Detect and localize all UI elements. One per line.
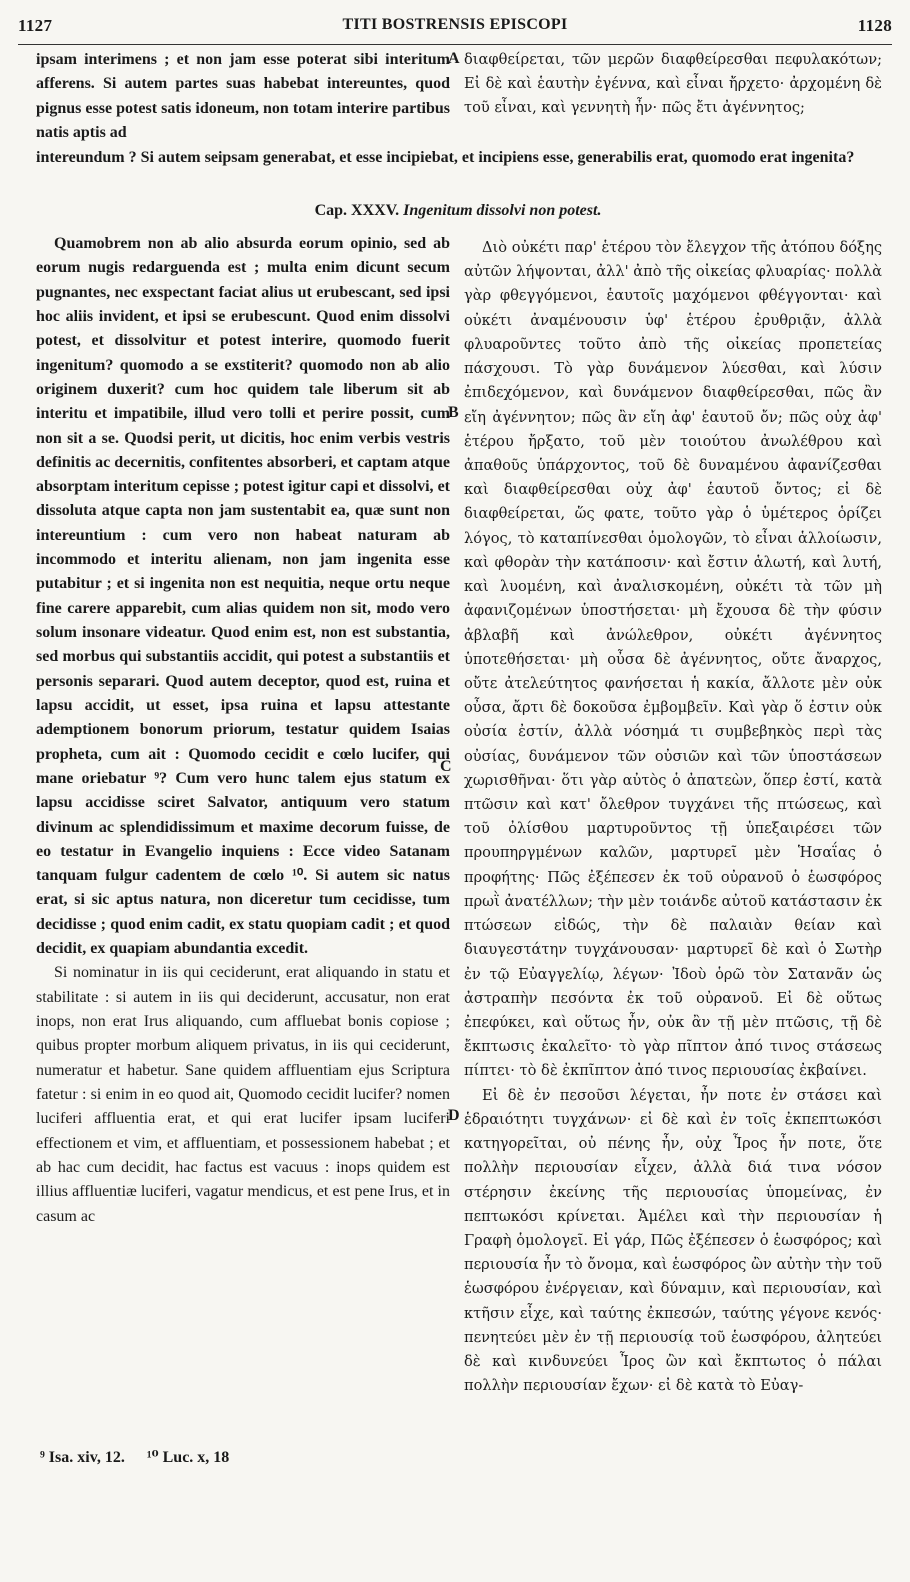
margin-marker-c: C [440, 758, 452, 775]
margin-marker-b: B [448, 404, 459, 421]
latin-column [36, 232, 450, 1229]
chapter-label: Cap. XXXV. [314, 202, 400, 219]
header-rule [18, 44, 892, 45]
latin-column-top [36, 48, 450, 145]
spanning-line [36, 146, 882, 170]
page-header [18, 16, 892, 42]
greek-paragraph-2: Εἰ δὲ ἐν πεσοῦσι λέγεται, ἦν ποτε ἐν στάσει καὶ ἑδραιότητι τυγχάνων· εἰ δὲ καὶ ἐν τοῖς ἐκπεπτωκόσι κατηγορεῖται, οὐ πένης ἦν, οὐχ Ἶρος ἦν ποτε, ὅτε πολλὴν περιουσίαν εἶχεν, ἀλλὰ διά τινα νόσον στέρησιν ἐκείνης τῆς περιουσίας ὑπομείνας, ἐν πεπτωκόσι κρίνεται. Ἀμέλει καὶ τὴν περιουσίαν ἡ Γραφὴ ὁμολογεῖ. Εἰ γάρ, Πῶς ἐξέπεσεν ὁ ἑωσφόρος; καὶ περιουσία ἦν τὸ ὄνομα, καὶ ἑωσφόρος ὢν αὐτὴν τὴν τοῦ ἑωσφόρου ἐνέργειαν, καὶ δύναμιν, καὶ περιουσίαν, καὶ κτῆσιν εἶχε, καὶ ταύτης ἐκπεσών, ταύτης γέγονε κενός· πενητεύει μὲν ἐν τῇ περιουσίᾳ τοῦ ἑωσφόρου, ἀλητεύει δὲ καὶ κινδυνεύει Ἶρος ὢν καὶ ἔκπτωτος ὁ πάλαι πολλὴν περιουσίαν ἔχων· εἰ δὲ κατὰ τὸ Εὐαγ- [464, 1086, 882, 1395]
greek-column [464, 236, 882, 1399]
footnote-10: ¹⁰ Luc. x, 18 [146, 1449, 230, 1466]
spanning-text: intereundum ? Si autem seipsam generabat, et esse incipiebat, et incipiens esse, generabilis erat, quomodo erat ingenita? [36, 149, 855, 166]
latin-paragraph-1: Quamobrem non ab alio absurda eorum opinio, sed ab eorum nugis redarguenda est ; multa enim dicunt secum pugnantes, nec exspectant faciat alius ut erubescant, sed ipsi hoc aliis invident, et ipsi se erubescunt. Quod enim dissolvi potest, et dissolvitur et potest interire, quomodo fuerit ingenitum? quomodo a se exstiterit? quomodo non ab alio originem duxerit? cum hoc quidem tale liberum sit ab interitu et impatibile, illud vero tolli et perire possit, cum non sit a se. Quodsi perit, ut dicitis, hoc enim verbis vestris definitis ac decernitis, confitentes absorberi, et captam atque absorptam interitum cepisse ; potest igitur capi et dissolvi, et dissoluta atque capta non jam sustentabit ea, quæ sunt non intereuntium : cum vero non habeat naturam ab incommodo et interitu alienam, non jam ingenita esse putabitur ; et si ingenita non est nequitia, neque ortu neque fine carere apparebit, cum alias quidem non sit, modo vero solum insonare videatur. Quod enim est, non est substantia, sed morbus qui substantiis accidit, qui potest a substantiis et personis separari. Quod autem deceptor, quod est, ruina et lapsu accidit, ut esset, ipsa ruina et lapsu attestante ademptionem bonorum priorum, testatur quidem Isaias propheta, cum ait : Quomodo cecidit e cœlo lucifer, qui mane oriebatur ⁹? Cum vero hunc talem ejus statum ex lapsu accidisse sciret Salvator, antiquum vero statum divinum ac splendidissimum et maxime decorum fuisse, de eo testatur in Evangelio inquiens : Ecce video Satanam tanquam fulgur cadentem de cœlo ¹⁰. Si autem sic natus erat, si sic aptus natura, non diceretur tum cecidisse, tum decidisse ; quod enim cadit, ex statu quopiam cadit ; et quod decidit, ex quapiam abundantia excedit. [36, 235, 450, 958]
latin-paragraph-2: Si nominatur in iis qui ceciderunt, erat aliquando in statu et stabilitate : si autem in iis qui deciderunt, accusatur, non erat inops, non erat Irus aliquando, cum affluebat bonis copiose ; quibus propter morbum aliquem privatus, in iis qui ceciderunt, numeratur et habetur. Sane quidem affluentiam ejus Scriptura fatetur : si enim in eo quod ait, Quomodo cecidit lucifer? nomen luciferi affluentia erat, et qui erat lucifer ipsam luciferi effectionem et vim, et affluentiam, et possessionem habebat ; et ab hac cum decidit, hac factus est vacuus : inops quidem est illius affluentiæ luciferi, vagatur mendicus, et est pene Irus, et in casum ac [36, 964, 450, 1225]
page-number-left: 1127 [18, 16, 53, 35]
greek-column-top [464, 48, 882, 121]
latin-top-text: ipsam interimens ; et non jam esse poterat sibi interitum afferens. Si autem partes suas habebat intereuntes, quod pignus esse potest satis idoneum, non totam interire partibus natis aptis ad [36, 51, 450, 141]
greek-paragraph-1: Διὸ οὐκέτι παρ' ἑτέρου τὸν ἔλεγχον τῆς ἀτόπου δόξης αὐτῶν λήψονται, ἀλλ' ἀπὸ τῆς οἰκείας φλυαρίας· πολλὰ γὰρ φθεγγόμενοι, ἑαυτοῖς μαχόμενοι φθέγγονται· καὶ οὐκέτι ἀναμένουσιν ὑφ' ἑτέρου ἐρυθριᾷν, ἀλλὰ φλυαροῦντες τοῦτο ἀπὸ τῆς οἰκείας προπετείας πάσχουσι. Τὸ γὰρ δυνάμενον λύεσθαι, καὶ λύσιν ἐπιδεχόμενον, καὶ δυνάμενον διαφθείρεσθαι, πῶς ἂν εἴη ἀγέννητον; πῶς ἂν εἴη ἀφ' ἑαυτοῦ ὄν; πῶς οὐχ ἀφ' ἑτέρου ἤρξατο, τοῦ μὲν τοιούτου ἀνωλέθρου καὶ ἀπαθοῦς ὑπάρχοντος, τοῦ δὲ δυναμένου ἀφανίζεσθαι καὶ διαφθείρεσθαι οὐχ ἀφ' ἑαυτοῦ ὄντος; εἰ δὲ διαφθείρεται, ὥς φατε, τοῦτο γὰρ ὁ ὑμέτερος ὁρίζει λόγος, τὸ καταπίνεσθαι ὁμολογῶν, τὸ εἶναι ἁλλοίωσιν, καὶ φθορὰν τὴν κατάποσιν· καὶ ἔστιν ἁλωτή, καὶ λυτή, καὶ λυομένη, καὶ ἀναλισκομένη, οὐκέτι τὰ τῶν μὴ ἀφανιζομένων ὑποστήσεται· μὴ ἔχουσα δὲ τὴν φύσιν ἀβλαβῆ καὶ ἀνώλεθρον, οὐκέτι ἀγέννητος ὑποτεθήσεται· μὴ οὖσα δὲ ἀγέννητος, οὔτε ἄναρχος, οὔτε ἀτελεύτητος φανήσεται ἡ κακία, ἄλλοτε μὲν οὐκ οὖσα, ἄρτι δὲ δοκοῦσα ἐμβομβεῖν. Καὶ γὰρ ὅ ἐστιν οὐκ οὐσία ἐστίν, ἀλλὰ νόσημά τι συμβεβηκὸς περὶ τὰς οὐσίας, δυνάμενον τῶν οὐσιῶν καὶ τῶν ὑποστάσεων χωρισθῆναι· ὅτι γὰρ αὐτὸς ὁ ἀπατεὼν, ὅπερ ἐστί, κατὰ πτῶσιν καὶ κατ' ὄλεθρον τυγχάνει τῆς πτώσεως, καὶ τοῦ ὀλίσθου μαρτυροῦντος τῇ ὑπεξαιρέσει τῶν προυπηργμένων καλῶν, μαρτυρεῖ μὲν Ἡσαΐας ὁ προφήτης· Πῶς ἐξέπεσεν ἐκ τοῦ οὐρανοῦ ὁ ἑωσφόρος πρωῒ ἀνατέλλων; τὴν μὲν τοιάνδε αὐτοῦ κατάστασιν ἐκ πτώσεων εἰδώς, τὴν δὲ παλαιὰν θείαν καὶ διαυγεστάτην τυγχάνουσαν· μαρτυρεῖ δὲ καὶ ὁ Σωτὴρ ἐν τῷ Εὐαγγελίῳ, λέγων· Ἰδοὺ ὁρῶ τὸν Σατανᾶν ὡς ἀστραπὴν πεσόντα ἐκ τοῦ οὐρανοῦ. Εἰ δὲ οὕτως ἐπεφύκει, καὶ οὕτως ἦν, οὐκ ἂν τῇ μὲν πτῶσις, τῇ δὲ ἔκπτωσις ἐκαλεῖτο· τὸ γὰρ πῖπτον ἀπό τινος στάσεως πίπτει· τὸ δὲ ἐκπῖπτον ἀπό τινος περιουσίας ἐκβαίνει. [464, 239, 882, 1080]
chapter-title: Ingenitum dissolvi non potest. [403, 202, 602, 219]
footnote-9: ⁹ Isa. xiv, 12. [40, 1449, 125, 1466]
margin-marker-a: A [448, 50, 460, 67]
running-title: TITI BOSTRENSIS EPISCOPI [342, 16, 568, 33]
footnotes [40, 1447, 247, 1467]
page-number-right: 1128 [857, 16, 892, 35]
margin-marker-d: D [448, 1107, 460, 1124]
greek-top-text: διαφθείρεται, τῶν μερῶν διαφθείρεσθαι πεφυλακότων; Εἰ δὲ καὶ ἑαυτὴν ἐγέννα, καὶ εἶναι ἤρχετο· ἀρχομένη δὲ τοῦ εἶναι, καὶ γεννητὴ ἦν· πῶς ἔτι ἀγέννητος; [464, 51, 882, 117]
chapter-heading [36, 202, 880, 220]
